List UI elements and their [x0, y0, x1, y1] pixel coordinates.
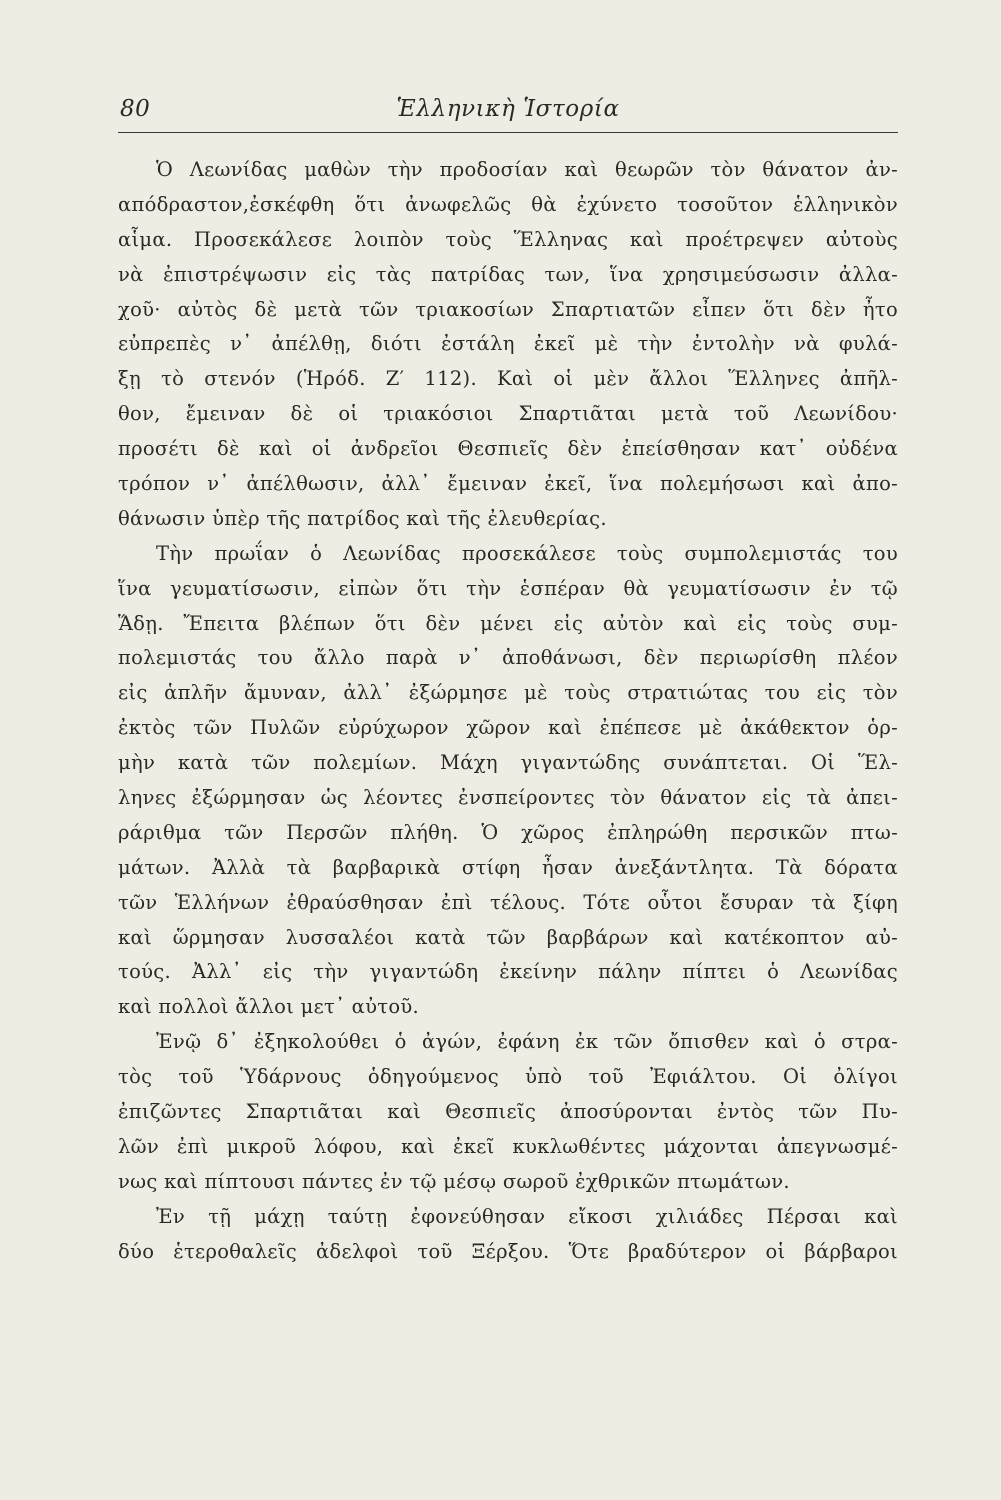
page-body — [118, 153, 898, 1270]
paragraph — [118, 1200, 898, 1270]
text-line: αἷμα. Προσεκάλεσε λοιπὸν τοὺς Ἕλληνας καὶ προέτρεψεν αὐτοὺς — [118, 227, 898, 251]
text-line: ἐπιζῶντες Σπαρτιᾶται καὶ Θεσπιεῖς ἀποσύρονται ἐντὸς τῶν Πυ- — [118, 1100, 898, 1124]
text-line: πολεμιστάς του ἄλλο παρὰ ν᾽ ἀποθάνωσι, δὲν περιωρίσθη πλέον — [118, 646, 898, 670]
text-line: ράριθμα τῶν Περσῶν πλήθη. Ὁ χῶρος ἐπληρώθη περσικῶν πτω- — [118, 820, 898, 844]
running-title: Ἑλληνικὴ Ἱστορία — [396, 96, 620, 122]
text-line: τρόπον ν᾽ ἀπέλθωσιν, ἀλλ᾽ ἔμειναν ἐκεῖ, ἵνα πολεμήσωσι καὶ ἀπο- — [118, 472, 898, 496]
text-line: απόδραστον,ἐσκέφθη ὅτι ἀνωφελῶς θὰ ἐχύνετο τοσοῦτον ἑλληνικὸν — [118, 192, 898, 216]
text-line: νως καὶ πίπτουσι πάντες ἐν τῷ μέσῳ σωροῦ ἐχθρικῶν πτωμάτων. — [118, 1169, 790, 1193]
text-line: Ἐν τῇ μάχῃ ταύτῃ ἐφονεύθησαν εἴκοσι χιλιάδες Πέρσαι καὶ — [156, 1204, 898, 1228]
text-line: θον, ἔμειναν δὲ οἱ τριακόσιοι Σπαρτιᾶται μετὰ τοῦ Λεωνίδου· — [118, 402, 898, 426]
text-line: προσέτι δὲ καὶ οἱ ἀνδρεῖοι Θεσπιεῖς δὲν ἐπείσθησαν κατ᾽ οὐδένα — [118, 437, 898, 461]
text-line: ξῃ τὸ στενόν (Ἡρόδ. Ζ′ 112). Καὶ οἱ μὲν ἄλλοι Ἕλληνες ἀπῆλ- — [118, 367, 898, 391]
paragraph — [118, 1025, 898, 1199]
page-header — [118, 92, 898, 133]
text-line: Ὁ Λεωνίδας μαθὼν τὴν προδοσίαν καὶ θεωρῶν τὸν θάνατον ἀν- — [156, 158, 898, 181]
text-line: τούς. Ἀλλ᾽ εἰς τὴν γιγαντώδη ἐκείνην πάλην πίπτει ὁ Λεωνίδας — [118, 960, 898, 984]
text-line: ἐκτὸς τῶν Πυλῶν εὐρύχωρον χῶρον καὶ ἐπέπεσε μὲ ἀκάθεκτον ὁρ- — [118, 716, 898, 740]
text-line: Ἐνῷ δ᾽ ἐξηκολούθει ὁ ἀγών, ἐφάνη ἐκ τῶν ὄπισθεν καὶ ὁ στρα- — [156, 1030, 898, 1054]
text-line: Τὴν πρωΐαν ὁ Λεωνίδας προσεκάλεσε τοὺς συμπολεμιστάς του — [156, 541, 898, 565]
text-line: μάτων. Ἀλλὰ τὰ βαρβαρικὰ στίφη ἦσαν ἀνεξάντλητα. Τὰ δόρατα — [118, 855, 898, 879]
page-number: 80 — [120, 96, 151, 122]
text-line: δύο ἑτεροθαλεῖς ἀδελφοὶ τοῦ Ξέρξου. Ὅτε βραδύτερον οἱ βάρβαροι — [118, 1239, 898, 1263]
text-line: εὐπρεπὲς ν᾽ ἀπέλθῃ, διότι ἐστάλη ἐκεῖ μὲ τὴν ἐντολὴν νὰ φυλά- — [118, 332, 898, 356]
text-line: χοῦ· αὐτὸς δὲ μετὰ τῶν τριακοσίων Σπαρτιατῶν εἶπεν ὅτι δὲν ἦτο — [118, 297, 898, 321]
text-line: νὰ ἐπιστρέψωσιν εἰς τὰς πατρίδας των, ἵνα χρησιμεύσωσιν ἀλλα- — [118, 262, 898, 286]
text-line: καὶ ὥρμησαν λυσσαλέοι κατὰ τῶν βαρβάρων καὶ κατέκοπτον αὐ- — [118, 925, 898, 949]
text-line: εἰς ἁπλῆν ἄμυναν, ἀλλ᾽ ἐξώρμησε μὲ τοὺς στρατιώτας του εἰς τὸν — [118, 681, 898, 705]
text-line: τῶν Ἑλλήνων ἐθραύσθησαν ἐπὶ τέλους. Τότε οὗτοι ἔσυραν τὰ ξίφη — [118, 890, 898, 914]
text-line: τὸς τοῦ Ὑδάρνους ὁδηγούμενος ὑπὸ τοῦ Ἐφιάλτου. Οἱ ὀλίγοι — [118, 1065, 898, 1089]
book-page — [118, 92, 898, 1472]
text-line: ἵνα γευματίσωσιν, εἰπὼν ὅτι τὴν ἑσπέραν θὰ γευματίσωσιν ἐν τῷ — [118, 576, 898, 600]
text-line: ληνες ἐξώρμησαν ὡς λέοντες ἐνσπείροντες τὸν θάνατον εἰς τὰ ἀπει- — [118, 786, 898, 810]
text-line: λῶν ἐπὶ μικροῦ λόφου, καὶ ἐκεῖ κυκλωθέντες μάχονται ἀπεγνωσμέ- — [118, 1134, 898, 1158]
paragraph — [118, 537, 898, 1025]
text-line: Ἅδῃ. Ἔπειτα βλέπων ὅτι δὲν μένει εἰς αὐτὸν καὶ εἰς τοὺς συμ- — [118, 611, 898, 635]
text-line: θάνωσιν ὑπὲρ τῆς πατρίδος καὶ τῆς ἐλευθερίας. — [118, 506, 607, 530]
paragraph — [118, 153, 898, 537]
text-line: μὴν κατὰ τῶν πολεμίων. Μάχη γιγαντώδης συνάπτεται. Οἱ Ἕλ- — [118, 751, 898, 775]
text-line: καὶ πολλοὶ ἄλλοι μετ᾽ αὐτοῦ. — [118, 995, 420, 1019]
